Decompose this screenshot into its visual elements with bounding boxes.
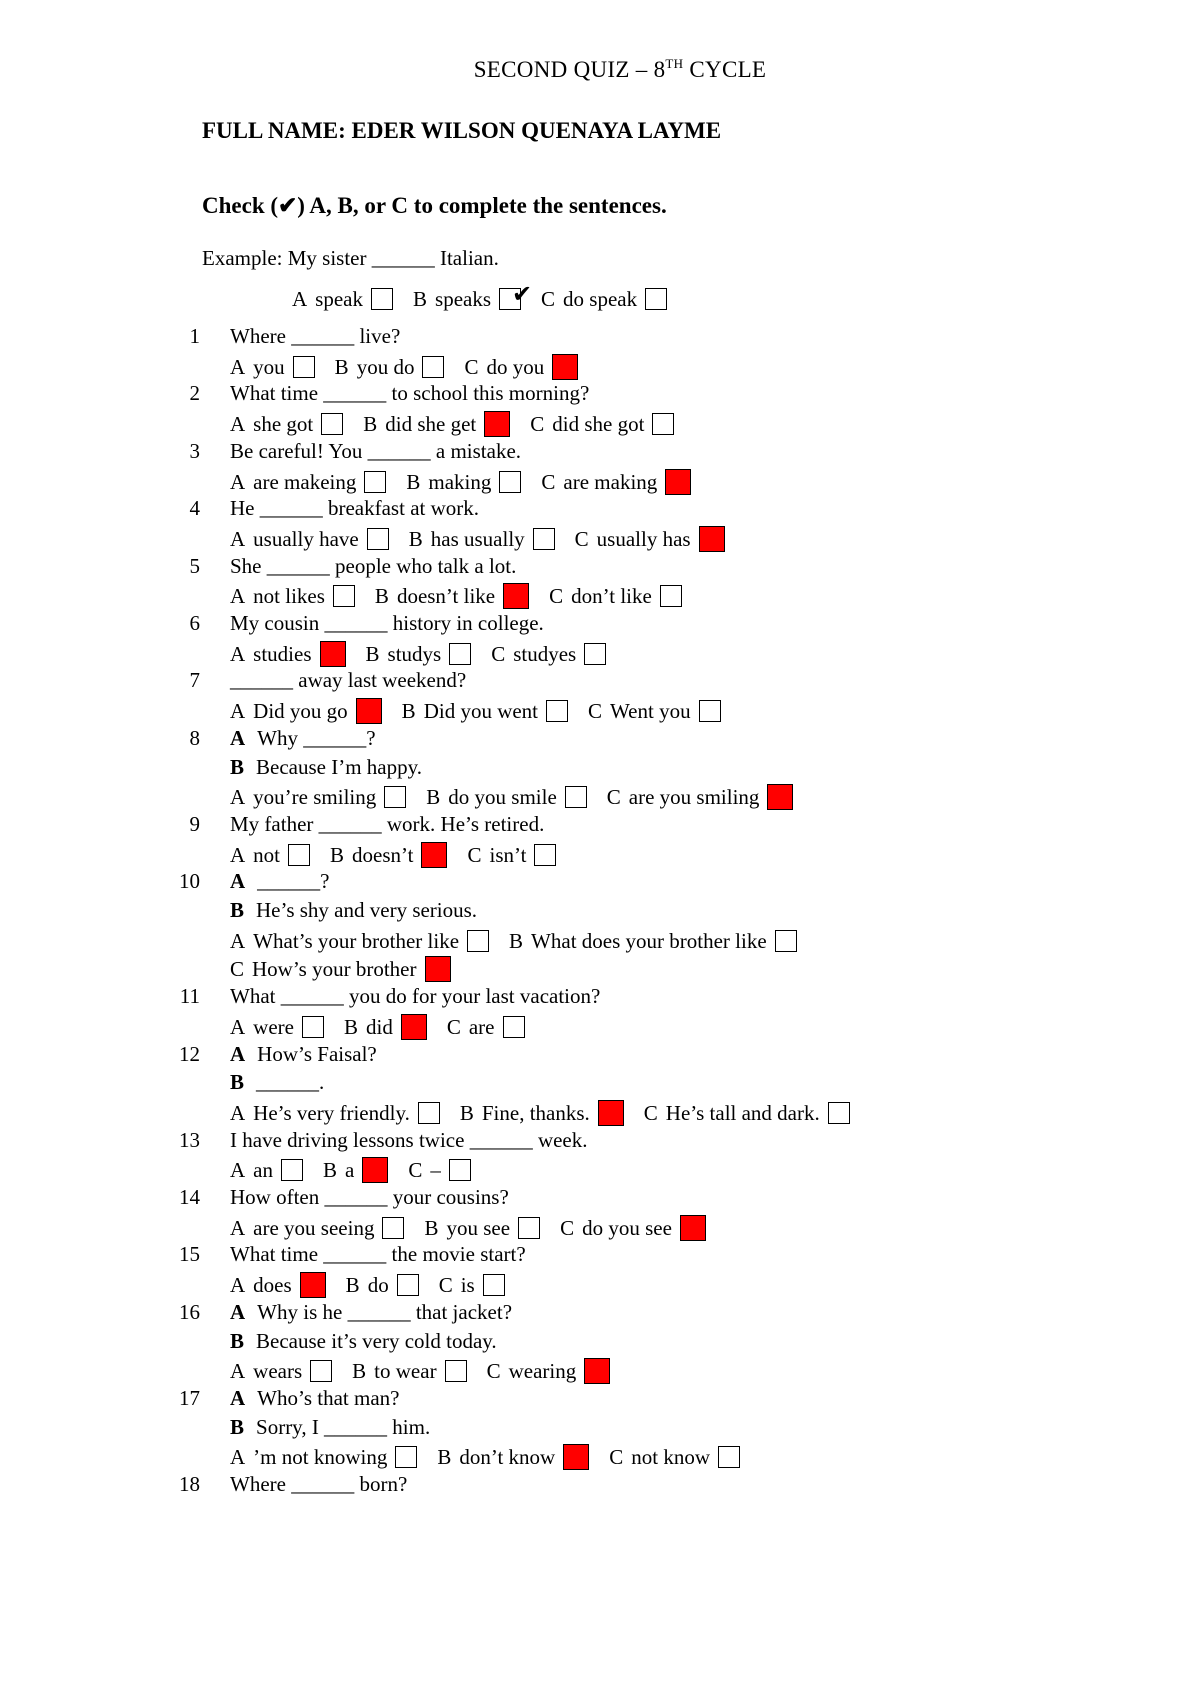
question-number: 10: [179, 869, 200, 894]
question-number: 7: [189, 668, 200, 693]
option-text: not: [253, 842, 281, 867]
speaker-label: A: [230, 725, 246, 750]
option-letter: C: [588, 699, 603, 724]
option-text: studys: [387, 641, 442, 666]
options-row: [230, 1271, 525, 1299]
answer-checkbox[interactable]: [449, 1159, 471, 1181]
options-row: [230, 525, 745, 553]
options-row: [230, 1156, 491, 1184]
option-text: Did you go: [253, 699, 348, 724]
page-title: SECOND QUIZ – 8TH CYCLE: [473, 56, 767, 82]
option-text: wearing: [508, 1359, 577, 1384]
question-number: 12: [179, 1041, 200, 1066]
full-name: FULL NAME: EDER WILSON QUENAYA LAYME: [202, 118, 722, 143]
option-letter: A: [230, 641, 246, 666]
options-row: [230, 582, 702, 610]
selected-answer-box[interactable]: [425, 956, 451, 982]
answer-checkbox[interactable]: [503, 1016, 525, 1038]
speaker-label: B: [230, 898, 245, 922]
answer-checkbox[interactable]: [499, 471, 521, 493]
option-text: do you: [486, 354, 545, 379]
option-text: did she got: [552, 412, 645, 437]
option-letter: C: [230, 957, 245, 982]
option-letter: B: [334, 354, 349, 379]
answer-checkbox[interactable]: [422, 356, 444, 378]
answer-checkbox[interactable]: [395, 1446, 417, 1468]
option-letter: C: [486, 1359, 501, 1384]
question-number: 6: [189, 611, 200, 635]
dialog-line: [230, 1040, 377, 1068]
question-number: 14: [179, 1185, 200, 1209]
option-letter: B: [374, 584, 389, 609]
option-text: you’re smiling: [253, 785, 377, 810]
option-letter: A: [230, 1215, 246, 1240]
option-text: to wear: [374, 1359, 437, 1384]
answer-checkbox[interactable]: [281, 1159, 303, 1181]
option-letter: C: [560, 1215, 575, 1240]
options-row: [230, 927, 817, 955]
option-letter: C: [609, 1445, 624, 1470]
option-letter: A: [230, 1100, 246, 1125]
option-text: making: [428, 469, 492, 494]
answer-checkbox[interactable]: [445, 1360, 467, 1382]
question-number: 4: [189, 496, 200, 521]
dialog-text: How’s Faisal?: [257, 1041, 377, 1066]
option-text: she got: [253, 412, 314, 437]
option-letter: A: [230, 1273, 246, 1298]
question-number: 5: [189, 553, 200, 578]
option-text: you see: [446, 1215, 511, 1240]
question-number: 3: [189, 438, 200, 463]
dialog-line: [230, 1068, 324, 1096]
question-text: My father ______ work. He’s retired.: [230, 811, 545, 836]
option-letter: C: [408, 1158, 423, 1183]
option-text: do you see: [582, 1215, 672, 1240]
options-row: [230, 1443, 760, 1471]
option-letter: C: [464, 354, 479, 379]
options-row: [230, 468, 711, 496]
dialog-text: Who’s that man?: [257, 1385, 400, 1410]
option-letter: B: [408, 526, 423, 551]
option-text: ’m not knowing: [253, 1445, 388, 1470]
answer-checkbox[interactable]: [518, 1217, 540, 1239]
option-letter: A: [292, 287, 308, 311]
option-letter: C: [491, 641, 506, 666]
question-text: Where ______ born?: [230, 1472, 408, 1496]
options-row: [230, 640, 626, 668]
answer-checkbox[interactable]: [775, 930, 797, 952]
option-text: are: [468, 1014, 495, 1039]
option-text: are making: [563, 469, 658, 494]
answer-checkbox[interactable]: [584, 643, 606, 665]
question-number: 16: [179, 1299, 200, 1324]
option-text: are you seeing: [253, 1215, 375, 1240]
option-letter: B: [426, 785, 441, 810]
answer-checkbox[interactable]: [828, 1102, 850, 1124]
option-letter: B: [363, 412, 378, 437]
option-text: do you smile: [448, 785, 557, 810]
option-text: don’t know: [459, 1445, 556, 1470]
answer-checkbox[interactable]: [449, 643, 471, 665]
option-letter: A: [230, 526, 246, 551]
option-letter: C: [446, 1014, 461, 1039]
dialog-text: He’s shy and very serious.: [256, 898, 478, 922]
options-row: [230, 353, 598, 381]
dialog-line: [230, 1327, 497, 1355]
option-text: Did you went: [423, 699, 539, 724]
options-row: [230, 1214, 726, 1242]
question-number: 11: [179, 984, 200, 1009]
selected-answer-box[interactable]: [484, 411, 510, 437]
option-text: do: [367, 1273, 389, 1298]
option-text: speak: [315, 287, 363, 311]
option-text: were: [253, 1014, 294, 1039]
option-text: has usually: [430, 526, 525, 551]
option-letter: C: [541, 287, 556, 311]
checkbox[interactable]: [371, 288, 393, 310]
example-sentence: Example: My sister ______ Italian.: [202, 246, 499, 270]
options-row: [230, 410, 694, 438]
options-row: [230, 955, 471, 983]
option-text: doesn’t like: [396, 584, 496, 609]
option-text: an: [253, 1158, 273, 1183]
answer-checkbox[interactable]: [293, 356, 315, 378]
option-letter: B: [437, 1445, 452, 1470]
answer-checkbox[interactable]: [382, 1217, 404, 1239]
speaker-label: A: [230, 1299, 246, 1324]
answer-checkbox[interactable]: [364, 471, 386, 493]
speaker-label: A: [230, 869, 246, 894]
option-letter: A: [230, 354, 246, 379]
option-letter: B: [343, 1014, 358, 1039]
answer-checkbox[interactable]: [546, 700, 568, 722]
option-text: do speak: [563, 287, 638, 311]
selected-answer-box[interactable]: [362, 1157, 388, 1183]
selected-answer-box[interactable]: [767, 784, 793, 810]
answer-checkbox[interactable]: [367, 528, 389, 550]
options-row: [230, 1357, 630, 1385]
answer-checkbox[interactable]: [534, 844, 556, 866]
option-letter: A: [230, 1014, 246, 1039]
option-text: are makeing: [253, 469, 357, 494]
option-text: He’s very friendly.: [253, 1100, 410, 1125]
dialog-text: Because it’s very cold today.: [256, 1328, 497, 1353]
speaker-label: A: [230, 1041, 246, 1066]
option-text: is: [460, 1273, 475, 1298]
option-text: –: [430, 1158, 441, 1183]
checkbox[interactable]: [645, 288, 667, 310]
option-text: does: [253, 1273, 292, 1298]
option-letter: A: [230, 785, 246, 810]
speaker-label: B: [230, 1070, 245, 1095]
answer-checkbox[interactable]: [652, 413, 674, 435]
question-number: 18: [179, 1472, 200, 1496]
question-text: I have driving lessons twice ______ week.: [230, 1127, 588, 1152]
option-text: you: [253, 354, 285, 379]
option-text: He’s tall and dark.: [665, 1100, 820, 1125]
speaker-label: A: [230, 1385, 246, 1410]
dialog-line: [230, 896, 477, 924]
option-letter: A: [230, 1158, 246, 1183]
dialog-line: [230, 724, 376, 752]
question-number: 17: [179, 1385, 200, 1410]
dialog-line: [230, 867, 330, 895]
option-letter: C: [530, 412, 545, 437]
option-letter: B: [406, 469, 421, 494]
option-text: a: [345, 1158, 355, 1183]
selected-answer-box[interactable]: [503, 583, 529, 609]
question-text: What ______ you do for your last vacation?: [230, 984, 601, 1009]
option-letter: B: [413, 287, 428, 311]
option-letter: B: [424, 1215, 439, 1240]
option-text: don’t like: [571, 584, 652, 609]
example-options: [292, 287, 687, 312]
option-letter: A: [230, 584, 246, 609]
option-letter: A: [230, 469, 246, 494]
option-letter: C: [643, 1100, 658, 1125]
question-text: My cousin ______ history in college.: [230, 611, 544, 635]
option-letter: B: [459, 1100, 474, 1125]
option-letter: C: [467, 842, 482, 867]
option-letter: B: [352, 1359, 367, 1384]
question-number: 9: [189, 811, 200, 836]
option-letter: A: [230, 1445, 246, 1470]
dialog-line: [230, 753, 422, 781]
dialog-line: [230, 1384, 399, 1412]
option-text: usually has: [596, 526, 691, 551]
option-letter: C: [541, 469, 556, 494]
dialog-text: Sorry, I ______ him.: [256, 1414, 431, 1439]
dialog-text: Because I’m happy.: [256, 754, 423, 779]
answer-checkbox[interactable]: [418, 1102, 440, 1124]
option-text: usually have: [253, 526, 359, 551]
option-text: isn’t: [489, 842, 527, 867]
option-text: are you smiling: [628, 785, 760, 810]
speaker-label: B: [230, 754, 245, 779]
option-letter: B: [345, 1273, 360, 1298]
question-text: Be careful! You ______ a mistake.: [230, 438, 522, 463]
option-letter: A: [230, 412, 246, 437]
question-number: 8: [189, 725, 200, 750]
option-text: What does your brother like: [531, 928, 767, 953]
option-text: studies: [253, 641, 312, 666]
selected-answer-box[interactable]: [563, 1444, 589, 1470]
answer-checkbox[interactable]: [718, 1446, 740, 1468]
speaker-label: B: [230, 1328, 245, 1353]
question-text: How often ______ your cousins?: [230, 1185, 509, 1209]
option-letter: B: [509, 928, 524, 953]
instructions: Check (✔) A, B, or C to complete the sentences.: [202, 193, 667, 218]
option-text: Fine, thanks.: [481, 1100, 590, 1125]
option-letter: C: [574, 526, 589, 551]
option-text: How’s your brother: [252, 957, 417, 982]
question-text: ______ away last weekend?: [230, 668, 467, 693]
dialog-text: Why is he ______ that jacket?: [257, 1299, 513, 1324]
selected-answer-box[interactable]: [320, 641, 346, 667]
options-row: [230, 1099, 870, 1127]
question-text: Where ______ live?: [230, 324, 401, 348]
option-text: wears: [253, 1359, 303, 1384]
dialog-text: ______?: [257, 869, 330, 894]
option-text: did: [366, 1014, 393, 1039]
selected-answer-box[interactable]: [552, 354, 578, 380]
answer-checkbox[interactable]: [310, 1360, 332, 1382]
answer-checkbox[interactable]: [699, 700, 721, 722]
selected-answer-box[interactable]: [584, 1358, 610, 1384]
question-number: 2: [189, 381, 200, 406]
option-text: studyes: [513, 641, 577, 666]
options-row: [230, 1013, 545, 1041]
question-text: What time ______ to school this morning?: [230, 381, 590, 406]
answer-checkbox[interactable]: [302, 1016, 324, 1038]
selected-answer-box[interactable]: [421, 842, 447, 868]
option-text: not likes: [253, 584, 325, 609]
option-letter: C: [606, 785, 621, 810]
option-text: not know: [631, 1445, 710, 1470]
question-number: 15: [179, 1242, 200, 1267]
answer-checkbox[interactable]: [397, 1274, 419, 1296]
speaker-label: B: [230, 1414, 245, 1439]
option-letter: B: [330, 842, 345, 867]
question-text: She ______ people who talk a lot.: [230, 553, 517, 578]
dialog-line: [230, 1413, 430, 1441]
answer-checkbox[interactable]: [321, 413, 343, 435]
dialog-text: ______.: [256, 1070, 325, 1095]
answer-checkbox[interactable]: [384, 786, 406, 808]
options-row: [230, 841, 576, 869]
option-letter: B: [365, 641, 380, 666]
option-text: Went you: [610, 699, 691, 724]
option-letter: B: [323, 1158, 338, 1183]
option-letter: A: [230, 1359, 246, 1384]
answer-checkbox[interactable]: [288, 844, 310, 866]
option-letter: C: [438, 1273, 453, 1298]
option-letter: A: [230, 928, 246, 953]
answer-checkbox[interactable]: [660, 585, 682, 607]
question-number: 13: [179, 1127, 200, 1152]
checked-checkbox[interactable]: [499, 288, 521, 310]
selected-answer-box[interactable]: [699, 526, 725, 552]
selected-answer-box[interactable]: [401, 1014, 427, 1040]
selected-answer-box[interactable]: [680, 1215, 706, 1241]
selected-answer-box[interactable]: [665, 469, 691, 495]
option-text: did she get: [385, 412, 477, 437]
option-text: you do: [356, 354, 415, 379]
question-text: He ______ breakfast at work.: [230, 496, 480, 521]
selected-answer-box[interactable]: [598, 1100, 624, 1126]
option-letter: A: [230, 699, 246, 724]
option-text: speaks: [435, 287, 492, 311]
selected-answer-box[interactable]: [356, 698, 382, 724]
answer-checkbox[interactable]: [533, 528, 555, 550]
option-letter: C: [549, 584, 564, 609]
dialog-text: Why ______?: [257, 725, 376, 750]
answer-checkbox[interactable]: [467, 930, 489, 952]
option-letter: A: [230, 842, 246, 867]
option-text: doesn’t: [352, 842, 414, 867]
option-letter: B: [401, 699, 416, 724]
answer-checkbox[interactable]: [333, 585, 355, 607]
answer-checkbox[interactable]: [565, 786, 587, 808]
selected-answer-box[interactable]: [300, 1272, 326, 1298]
option-text: What’s your brother like: [253, 928, 460, 953]
dialog-line: [230, 1298, 512, 1326]
answer-checkbox[interactable]: [483, 1274, 505, 1296]
options-row: [230, 783, 813, 811]
options-row: [230, 697, 741, 725]
question-text: What time ______ the movie start?: [230, 1242, 526, 1267]
question-number: 1: [189, 324, 200, 348]
